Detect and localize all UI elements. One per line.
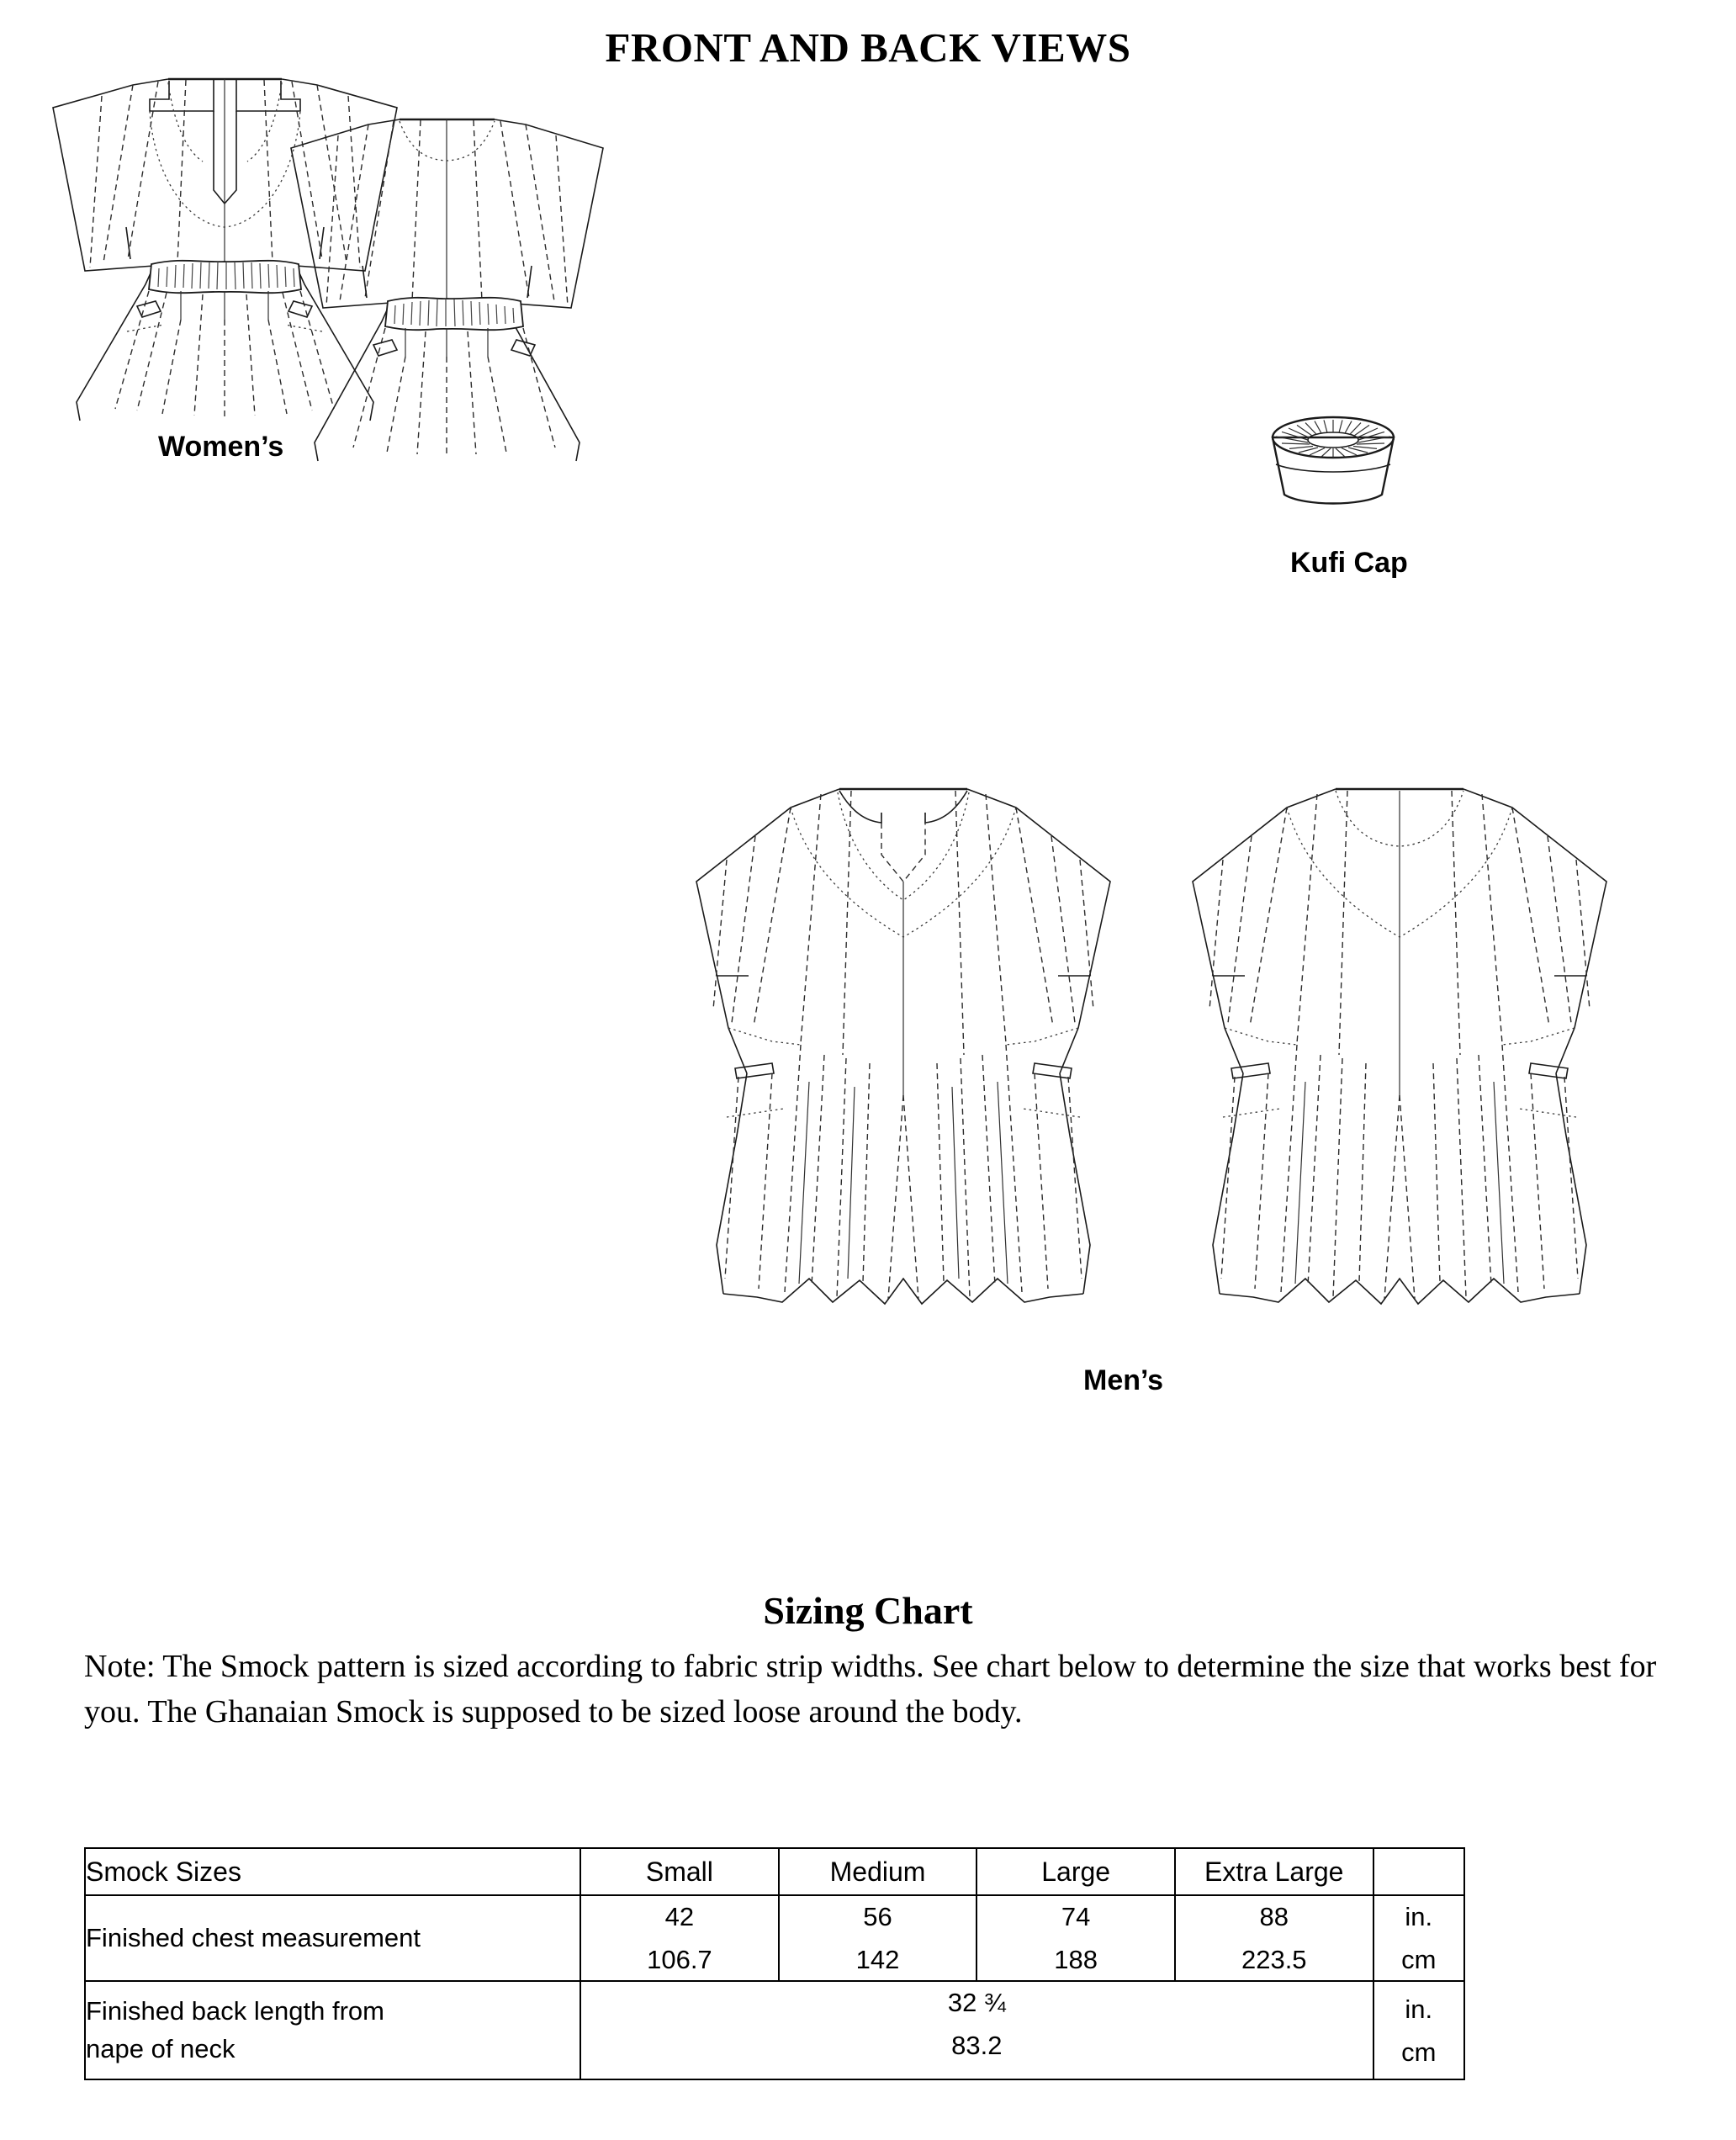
header-medium: Medium xyxy=(779,1848,977,1895)
table-row-chest xyxy=(85,1895,1464,1981)
table-row-back-length xyxy=(85,1981,1464,2079)
sizing-chart-heading: Sizing Chart xyxy=(763,1589,973,1632)
cell-chest-small-in: 42 xyxy=(664,1902,695,1931)
cell-chest-units xyxy=(1373,1895,1464,1981)
cell-back-length-in: 32 ¾ xyxy=(947,1988,1006,2017)
sizing-note: Note: The Smock pattern is sized according to fabric strip widths. See chart below to determine the size that works best for you. The Ghanaian Smock is supposed to be sized loose around the body. xyxy=(84,1649,1657,1729)
cell-chest-medium-cm: 142 xyxy=(855,1945,900,1974)
sizing-chart-table xyxy=(84,1847,1465,2080)
header-small: Small xyxy=(580,1848,779,1895)
row-label-back-length-line1: Finished back length from xyxy=(86,1996,384,2026)
header-extra-large: Extra Large xyxy=(1175,1848,1373,1895)
unit-chest-in: in. xyxy=(1405,1902,1433,1931)
mens-front-view xyxy=(664,774,1119,1363)
page-title: FRONT AND BACK VIEWS xyxy=(605,24,1131,71)
kufi-cap-caption: Kufi Cap xyxy=(1290,547,1408,579)
cell-chest-xl-in: 88 xyxy=(1259,1902,1289,1931)
unit-back-length-cm: cm xyxy=(1401,2037,1437,2067)
row-label-back-length-line2: nape of neck xyxy=(86,2033,236,2063)
row-label-back-length xyxy=(85,1981,580,2079)
unit-back-length-in: in. xyxy=(1405,1994,1433,2024)
cell-chest-extra-large xyxy=(1175,1895,1373,1981)
cell-chest-large-cm: 188 xyxy=(1054,1945,1098,1974)
mens-back-view xyxy=(1161,774,1615,1363)
cell-chest-small xyxy=(580,1895,779,1981)
kufi-cap-illustration xyxy=(1257,412,1409,513)
header-large: Large xyxy=(977,1848,1175,1895)
cell-chest-large xyxy=(977,1895,1175,1981)
header-units xyxy=(1373,1848,1464,1895)
header-smock-sizes: Smock Sizes xyxy=(85,1848,580,1895)
womens-back-view xyxy=(278,108,614,461)
womens-caption: Women’s xyxy=(158,431,284,463)
cell-chest-medium xyxy=(779,1895,977,1981)
unit-chest-cm: cm xyxy=(1401,1945,1437,1974)
cell-chest-xl-cm: 223.5 xyxy=(1241,1945,1307,1974)
row-label-chest: Finished chest measurement xyxy=(85,1895,580,1981)
cell-back-length-cm: 83.2 xyxy=(951,2031,1003,2060)
table-header-row xyxy=(85,1848,1464,1895)
cell-chest-large-in: 74 xyxy=(1061,1902,1091,1931)
cell-back-length-all-sizes xyxy=(580,1981,1373,2079)
cell-chest-small-cm: 106.7 xyxy=(647,1945,712,1974)
cell-chest-medium-in: 56 xyxy=(863,1902,892,1931)
cell-back-length-units xyxy=(1373,1981,1464,2079)
mens-caption: Men’s xyxy=(1083,1364,1164,1396)
sizing-chart-table-wrapper xyxy=(84,1847,1465,2080)
